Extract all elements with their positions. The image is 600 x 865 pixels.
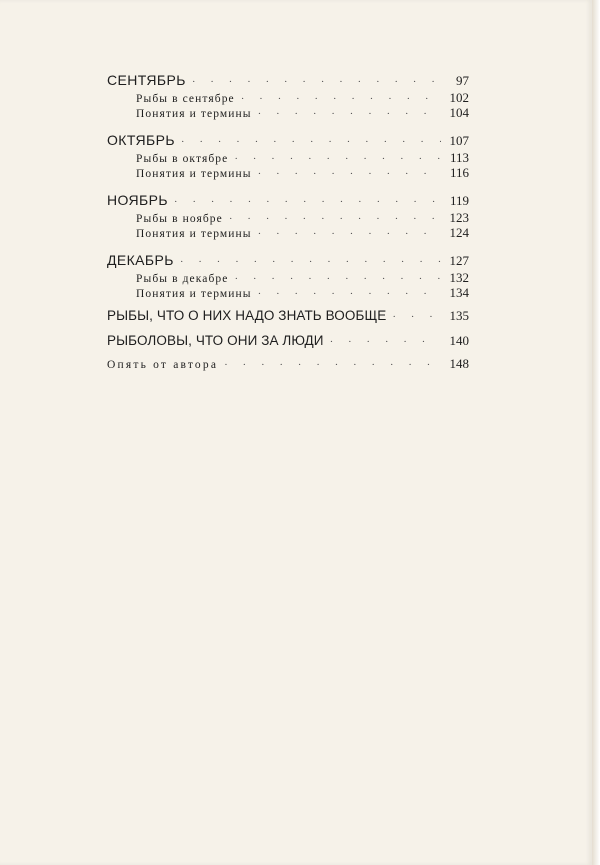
toc-item [107,105,469,120]
toc-item [107,150,469,165]
toc-item [107,285,469,300]
toc-item-label: Понятия и термины [136,168,252,180]
toc-section-december [107,252,469,270]
toc-page-number: 134 [449,285,469,300]
toc-page-number: 123 [449,210,469,225]
toc-section-anglers [107,333,469,353]
dot-leader [252,288,441,300]
dot-leader [235,93,441,105]
dot-leader [223,213,441,225]
dot-leader [174,256,441,268]
dot-leader [218,359,441,371]
dot-leader [324,336,441,348]
toc-page-number: 127 [449,253,469,268]
toc-section-title: НОЯБРЬ [107,192,168,208]
toc-section-title: СЕНТЯБРЬ [107,72,186,88]
dot-leader [386,311,441,323]
toc-page-number: 119 [449,193,469,208]
toc-page-number: 116 [449,165,469,180]
dot-leader [186,76,441,88]
toc-item-label: Рыбы в октябре [136,153,229,165]
toc-item [107,210,469,225]
toc-section-september [107,72,469,90]
toc-item-label: Рыбы в сентябре [136,93,235,105]
toc-page-number: 148 [449,356,469,371]
toc-item [107,270,469,285]
toc-section-title: РЫБОЛОВЫ, ЧТО ОНИ ЗА ЛЮДИ [107,333,324,348]
toc-section-november [107,192,469,210]
toc-page-number: 97 [456,73,469,88]
dot-leader [228,273,441,285]
toc-section-fish-general [107,308,469,328]
toc-item [107,90,469,105]
table-of-contents [107,72,469,374]
toc-item-label: Понятия и термины [136,108,252,120]
toc-item [107,225,469,240]
toc-page-number: 135 [449,308,469,323]
dot-leader [228,153,441,165]
toc-section-title: ДЕКАБРЬ [107,252,174,268]
toc-section-october [107,132,469,150]
toc-section-author-again [107,356,469,374]
toc-section-title: ОКТЯБРЬ [107,132,175,148]
dot-leader [168,196,441,208]
toc-section-title: РЫБЫ, ЧТО О НИХ НАДО ЗНАТЬ ВООБЩЕ [107,308,387,323]
dot-leader [175,136,441,148]
toc-page-number: 140 [449,333,469,348]
toc-item-label: Рыбы в декабре [136,273,229,285]
dot-leader [252,108,441,120]
toc-page-number: 102 [449,90,469,105]
toc-item-label: Понятия и термины [136,228,252,240]
page-edge [592,0,600,865]
toc-page-number: 124 [449,225,469,240]
toc-page-number: 132 [449,270,469,285]
toc-page-number: 107 [449,133,469,148]
dot-leader [252,228,441,240]
toc-item-label: Рыбы в ноябре [136,213,223,225]
toc-page-number: 113 [449,150,469,165]
toc-item-label: Понятия и термины [136,288,252,300]
toc-item [107,165,469,180]
dot-leader [252,168,441,180]
toc-page-number: 104 [449,105,469,120]
toc-section-title: Опять от автора [107,359,219,371]
